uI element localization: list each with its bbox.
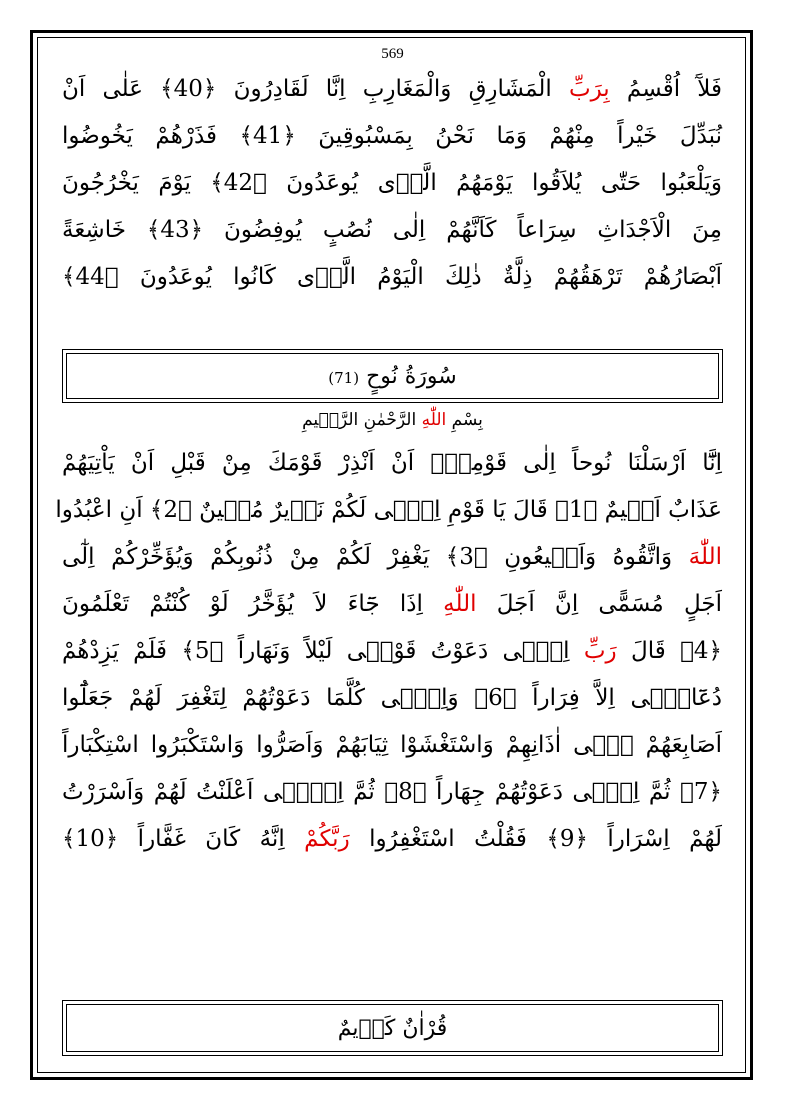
verse-text: نُبَدِّلَ خَيْراً مِنْهُمْ وَمَا نَحْنُ بِمَسْبُوقِينَ ﴿41﴾ فَذَرْهُمْ يَخُوضُوا xyxy=(62,123,722,149)
verse-text: لَهُمْ اِسْرَاراً ﴿9﴾ فَقُلْتُ اسْتَغْفِرُوا xyxy=(349,826,722,852)
page-number: 569 xyxy=(381,46,404,62)
verse-text: اَصَابِعَهُمْ فٖٓى اٰذَانِهِمْ وَاسْتَغْشَوْا ثِيَابَهُمْ وَاَصَرُّوا وَاسْتَكْبَرُوا اسْتِكْبَاراً xyxy=(62,732,722,758)
verse-text: اِنّٖى دَعَوْتُ قَوْمٖى لَيْلاً وَنَهَاراً ﴿5﴾ فَلَمْ يَزِدْهُمْ xyxy=(62,638,584,664)
verse-line xyxy=(62,254,722,301)
verse-text: وَيَلْعَبُوا حَتّٰى يُلاَقُوا يَوْمَهُمُ الَّذٖى يُوعَدُونَ ﴿42﴾ يَوْمَ يَخْرُجُونَ xyxy=(62,170,722,196)
verse-text: اِذَا جَٓاءَ لاَ يُؤَخَّرُ لَوْ كُنْتُمْ تَعْلَمُونَ xyxy=(62,591,444,617)
verse-text: وَاتَّقُوهُ وَاَطٖيعُونِ ﴿3﴾ يَغْفِرْ لَكُمْ مِنْ ذُنُوبِكُمْ وَيُؤَخِّرْكُمْ اِلٰٓى xyxy=(62,544,689,570)
verse-line xyxy=(62,628,722,675)
verse-text: الْمَشَارِقِ وَالْمَغَارِبِ اِنَّا لَقَادِرُونَ ﴿40﴾ عَلٰى اَنْ xyxy=(62,76,569,102)
verse-line xyxy=(62,581,722,628)
verse-text: ﴿7﴾ ثُمَّ اِنّٖى دَعَوْتُهُمْ جِهَاراً ﴿8﴾ ثُمَّ اِنّٖٓى اَعْلَنْتُ لَهُمْ وَاَسْرَرْتُ xyxy=(62,779,722,805)
verse-text: عَذَابٌ اَلٖيمٌ ﴿1﴾ قَالَ يَا قَوْمِ اِنّٖى لَكُمْ نَذٖيرٌ مُبٖينٌ ﴿2﴾ اَنِ اعْبُدُوا xyxy=(55,497,722,523)
verse-line xyxy=(62,816,722,863)
verse-text: مِنَ الْاَجْدَاثِ سِرَاعاً كَاَنَّهُمْ اِلٰى نُصُبٍ يُوفِضُونَ ﴿43﴾ خَاشِعَةً xyxy=(62,217,723,243)
verse-line xyxy=(62,113,722,160)
verse-text: اِنَّٓا اَرْسَلْنَا نُوحاً اِلٰى قَوْمِهٖٓ اَنْ اَنْذِرْ قَوْمَكَ مِنْ قَبْلِ اَنْ يَاْتِيَهُمْ xyxy=(62,450,722,476)
footer-label: قُرْاٰنٌ كَرٖيمٌ xyxy=(337,1015,448,1041)
surah-name: سُورَةُ نُوحٍ xyxy=(366,363,457,389)
verse-text: اِنَّهُ كَانَ غَفَّاراً ﴿10﴾ xyxy=(62,826,305,852)
verse-line xyxy=(62,534,722,581)
verse-line xyxy=(62,207,722,254)
verse-text: ﴿4﴾ قَالَ xyxy=(616,638,723,664)
divine-name: بِرَبِّ xyxy=(568,76,610,102)
basmala-part-1: بِسْمِ xyxy=(446,410,483,430)
verse-text: فَلآَ اُقْسِمُ xyxy=(609,76,722,102)
footer-box xyxy=(62,1000,723,1056)
verses-block-bottom xyxy=(55,440,723,863)
verse-line xyxy=(62,440,722,487)
surah-number: (71) xyxy=(328,368,360,387)
basmala xyxy=(0,410,785,430)
verse-line xyxy=(62,66,722,113)
basmala-part-2: الرَّحْمٰنِ الرَّحٖيمِ xyxy=(302,410,422,430)
surah-title xyxy=(328,364,456,389)
verse-text: اَجَلٍ مُسَمًّى اِنَّ اَجَلَ xyxy=(476,591,722,617)
verse-line xyxy=(62,160,722,207)
verse-text: دُعَٓائٖٓى اِلاَّ فِرَاراً ﴿6﴾ وَاِنّٖى كُلَّمَا دَعَوْتُهُمْ لِتَغْفِرَ لَهُمْ جَعَلُٓوا xyxy=(62,685,722,711)
verses-block-top xyxy=(62,66,722,301)
surah-title-box xyxy=(62,349,723,403)
verse-line xyxy=(62,769,722,816)
verse-line xyxy=(62,675,722,722)
verse-text: اَبْصَارُهُمْ تَرْهَقُهُمْ ذِلَّةٌ ذٰلِكَ الْيَوْمُ الَّذٖى كَانُوا يُوعَدُونَ ﴿44﴾ xyxy=(62,264,722,290)
divine-name: رَبِّ xyxy=(583,638,617,664)
verse-line xyxy=(62,722,722,769)
divine-name: اللّٰهِ xyxy=(443,591,477,617)
divine-name: رَبَّكُمْ xyxy=(304,826,350,852)
divine-name: اللّٰهَ xyxy=(688,544,722,570)
basmala-allah: اللّٰهِ xyxy=(421,410,447,430)
verse-line xyxy=(55,487,722,534)
